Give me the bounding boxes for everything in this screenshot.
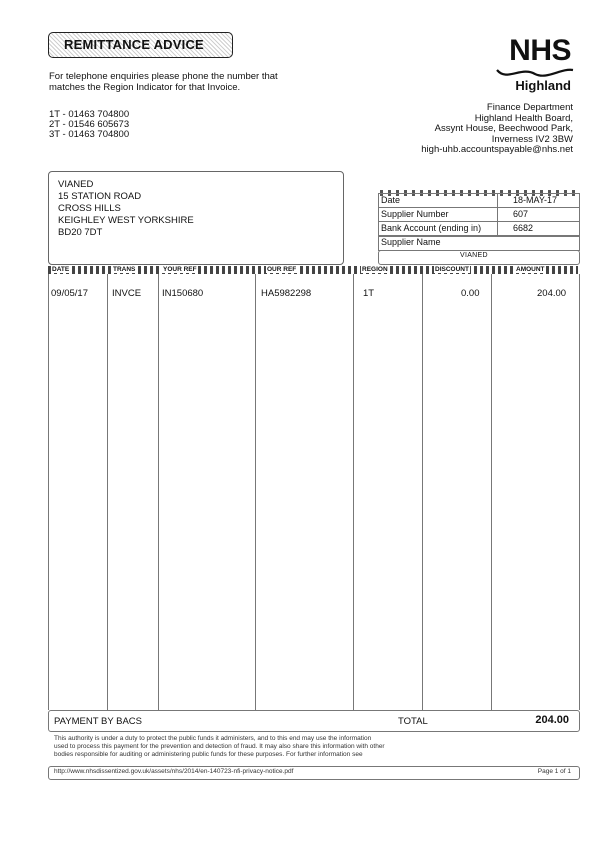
fraud-notice: [54, 735, 494, 759]
supplier-line: VIANED: [58, 179, 94, 190]
notice-line: used to process this payment for the prevention and detection of fraud. It may also share this information with other: [54, 743, 385, 750]
supplier-address: [58, 179, 194, 239]
date-value: 18-MAY-17: [513, 195, 558, 205]
supplier-number-label: Supplier Number: [381, 209, 449, 219]
privacy-notice-link[interactable]: http://www.nhsdissentized.gov.uk/assets/nhs/2014/en-140723-nfi-privacy-notice.pdf: [54, 768, 294, 775]
notice-line: This authority is under a duty to protect the public funds it administers, and to this end may use the information: [54, 735, 372, 742]
phone-line: 2T - 01546 605673: [49, 119, 130, 130]
cell-our-ref: HA5982298: [261, 288, 312, 299]
phone-line: 3T - 01463 704800: [49, 129, 130, 140]
supplier-line: BD20 7DT: [58, 227, 103, 238]
col-header-amount: AMOUNT: [516, 266, 545, 273]
supplier-line: KEIGHLEY WEST YORKSHIRE: [58, 215, 194, 226]
supplier-number-value: 607: [513, 209, 529, 219]
phone-list: [49, 110, 129, 140]
col-header-discount: DISCOUNT: [435, 266, 469, 273]
row-divider: [497, 208, 498, 221]
department-address: [421, 103, 573, 156]
address-line: Highland Health Board,: [474, 112, 573, 124]
bank-account-value: 6682: [513, 223, 534, 233]
cell-region: 1T: [363, 288, 375, 299]
cell-your-ref: IN150680: [162, 288, 204, 299]
total-label: TOTAL: [398, 716, 428, 727]
enquiry-line: For telephone enquiries please phone the number that: [49, 71, 278, 82]
bank-account-label: Bank Account (ending in): [381, 223, 482, 233]
col-header-our-ref: OUR REF: [267, 266, 297, 273]
col-header-your-ref: YOUR REF: [163, 266, 197, 273]
page-number: Page 1 of 1: [537, 768, 571, 775]
document-title: REMITTANCE ADVICE: [64, 37, 204, 52]
address-line: Assynt House, Beechwood Park,: [434, 123, 573, 134]
supplier-name-value: VIANED: [460, 252, 488, 259]
notice-line: bodies responsible for auditing or administering public funds for these purposes. For further information see: [54, 751, 363, 758]
column-divider: [107, 274, 108, 710]
cell-discount: 0.00: [461, 288, 480, 299]
total-value: 204.00: [535, 714, 569, 726]
cell-date: 09/05/17: [51, 288, 88, 299]
row-divider: [497, 194, 498, 207]
supplier-line: 15 STATION ROAD: [58, 191, 142, 202]
date-label: Date: [381, 195, 401, 205]
column-divider: [353, 274, 354, 710]
phone-line: 1T - 01463 704800: [49, 109, 130, 120]
transactions-table: [48, 274, 580, 710]
enquiry-text: [49, 72, 319, 93]
column-divider: [422, 274, 423, 710]
row-divider: [497, 222, 498, 235]
column-divider: [255, 274, 256, 710]
region-name: Highland: [515, 78, 571, 93]
address-line: Inverness IV2 3BW: [491, 133, 573, 145]
cell-trans: INVCE: [112, 288, 142, 299]
address-line: Finance Department: [486, 102, 573, 113]
nhs-logo: NHS: [509, 34, 571, 67]
col-header-trans: TRANS: [113, 266, 136, 273]
supplier-line: CROSS HILLS: [58, 203, 121, 214]
column-divider: [491, 274, 492, 710]
supplier-name-label: Supplier Name: [381, 237, 441, 247]
col-header-region: REGION: [362, 266, 388, 273]
cell-amount: 204.00: [537, 288, 567, 299]
email-address: high-uhb.accountspayable@nhs.net: [421, 144, 573, 155]
column-divider: [158, 274, 159, 710]
payment-method: PAYMENT BY BACS: [54, 716, 142, 727]
enquiry-line: matches the Region Indicator for that Invoice.: [49, 81, 241, 93]
col-header-date: DATE: [52, 266, 70, 273]
